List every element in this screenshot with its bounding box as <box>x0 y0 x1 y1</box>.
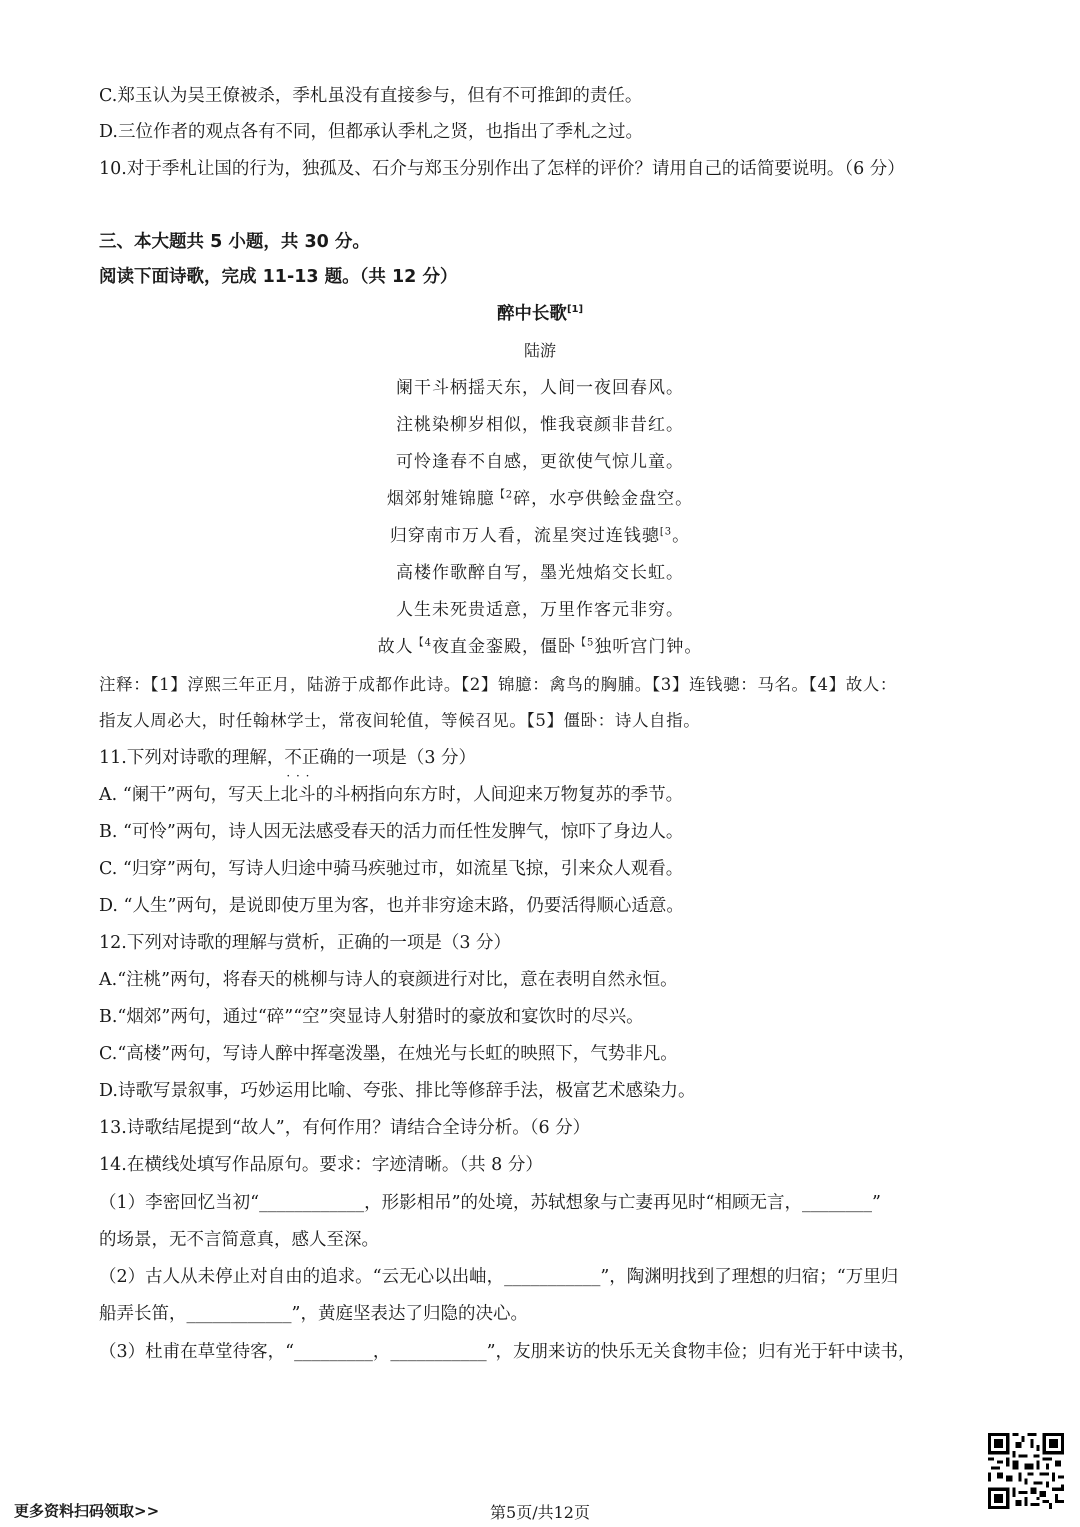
poem-title <box>0 302 1080 326</box>
poem-line-4-b: 碎，水亭供鲙金盘空。 <box>513 489 694 509</box>
poem-line-1: 阑干斗柄揺天东，人间一夜回春风。 <box>396 378 684 398</box>
section-3-heading: 三、本大题共 5 小题，共 30 分。 <box>99 232 370 252</box>
q14-sub2-line-1: （2）古人从未停止对自由的追求。“云无心以出岫，___________”，陶渊明找到了理想的归宿；“万里归 <box>99 1267 899 1287</box>
q11-option-b: B. “可怜”两句，诗人因无法感受春天的活力而任性发脾气，惊吓了身边人。 <box>99 822 684 842</box>
q14-sub2-line-2: 船弄长笛，____________”，黄庭坚表达了归隐的决心。 <box>99 1304 528 1324</box>
poem-note-3: [3 <box>659 526 673 538</box>
q11-option-d: D. “人生”两句，是说即使万里为客，也并非穷途末路，仍要活得顺心适意。 <box>99 896 684 916</box>
poem-line-4 <box>0 487 1080 511</box>
poem-author: 陆游 <box>523 341 556 360</box>
poem-title-note: [1] <box>566 304 584 316</box>
poem-line-6: 高楼作歌醉自写，墨光烛焰交长虹。 <box>396 563 684 583</box>
poem-instruction: 阅读下面诗歌，完成 11-13 题。（共 12 分） <box>99 267 458 287</box>
q11-option-c: C. “归穿”两句，写诗人归途中骑马疾驰过市，如流星飞掠，引来众人观看。 <box>99 859 684 879</box>
poem-line-8 <box>0 635 1080 659</box>
poem-line-2: 注桃染柳岁相似，惟我衰颜非昔红。 <box>396 415 684 435</box>
poem-title-text: 醉中长歌 <box>496 304 567 324</box>
q11-stem-b: 的一项是（3 分） <box>336 748 477 768</box>
q13-stem: 13.诗歌结尾提到“故人”，有何作用？请结合全诗分析。（6 分） <box>99 1118 591 1138</box>
poem-line-4-a: 烟郊射雉锦臆 <box>386 489 495 509</box>
page-number: 第5页/共12页 <box>490 1503 590 1522</box>
q9-option-d: D.三位作者的观点各有不同，但都承认季札之贤，也指出了季札之过。 <box>99 122 643 142</box>
poem-notes-line-2: 指友人周必大，时任翰林学士，常夜间轮值，等候召见。【5】僵卧：诗人自指。 <box>99 711 701 730</box>
poem-note-5: 【5 <box>576 637 595 649</box>
q14-sub1-line-1: （1）李密回忆当初“____________，形影相吊”的处境，苏轼想象与亡妻再见时“相顾无言，________” <box>99 1193 881 1213</box>
poem-line-8-c: 独听宫门钟。 <box>594 637 703 657</box>
q12-option-b: B.“烟郊”两句，通过“碎”“空”突显诗人射猎时的豪放和宴饮时的尽兴。 <box>99 1007 644 1027</box>
q11-option-a: A. “阑干”两句，写天上北斗的斗柄指向东方时，人间迎来万物复苏的季节。 <box>99 785 684 805</box>
poem-line-7: 人生未死贵适意，万里作客元非穷。 <box>396 600 684 620</box>
q14-sub1-line-2: 的场景，无不言简意真，感人至深。 <box>99 1230 379 1250</box>
poem-line-8-b: 夜直金銮殿，僵卧 <box>432 637 576 657</box>
poem-line-3: 可怜逢春不自感，更欲使气惊儿童。 <box>396 452 684 472</box>
q14-stem: 14.在横线处填写作品原句。要求：字迹清晰。（共 8 分） <box>99 1155 543 1175</box>
q12-stem: 12.下列对诗歌的理解与赏析，正确的一项是（3 分） <box>99 933 512 953</box>
q12-option-c: C.“高楼”两句，写诗人醉中挥毫泼墨，在烛光与长虹的映照下，气势非凡。 <box>99 1044 678 1064</box>
poem-line-8-a: 故人 <box>377 637 414 657</box>
q12-option-d: D.诗歌写景叙事，巧妙运用比喻、夸张、排比等修辞手法，极富艺术感染力。 <box>99 1081 696 1101</box>
poem-line-5-b: 。 <box>672 526 691 546</box>
q10-stem: 10.对于季札让国的行为，独孤及、石介与郑玉分别作出了怎样的评价？请用自己的话简要说明。（6 分） <box>99 159 905 179</box>
poem-notes-line-1: 注释：【1】淳熙三年正月，陆游于成都作此诗。【2】锦臆：禽鸟的胸脯。【3】连钱骢：马名。【4】故人： <box>99 675 897 694</box>
poem-note-2: 【2 <box>494 489 514 501</box>
poem-line-5-a: 归穿南市万人看，流星突过连钱骢 <box>389 526 660 546</box>
qr-code-icon[interactable] <box>988 1433 1064 1509</box>
q11-stem-a: 11.下列对诗歌的理解， <box>99 748 285 768</box>
q12-option-a: A.“注桃”两句，将春天的桃柳与诗人的衰颜进行对比，意在表明自然永恒。 <box>99 970 678 990</box>
q14-sub3-line-1: （3）杜甫在草堂待客，“_________，___________”，友朋来访的快乐无关食物丰俭；归有光于轩中读书， <box>99 1342 916 1362</box>
q11-stem-emphasis: 不正确 · · · <box>284 748 337 768</box>
footer-more-resources: 更多资料扫码领取>> <box>14 1502 160 1520</box>
q11-stem <box>99 746 990 770</box>
poem-line-5 <box>0 524 1080 548</box>
poem-note-4: 【4 <box>413 637 432 649</box>
q9-option-c: C.郑玉认为吴王僚被杀，季札虽没有直接参与，但有不可推卸的责任。 <box>99 86 643 106</box>
